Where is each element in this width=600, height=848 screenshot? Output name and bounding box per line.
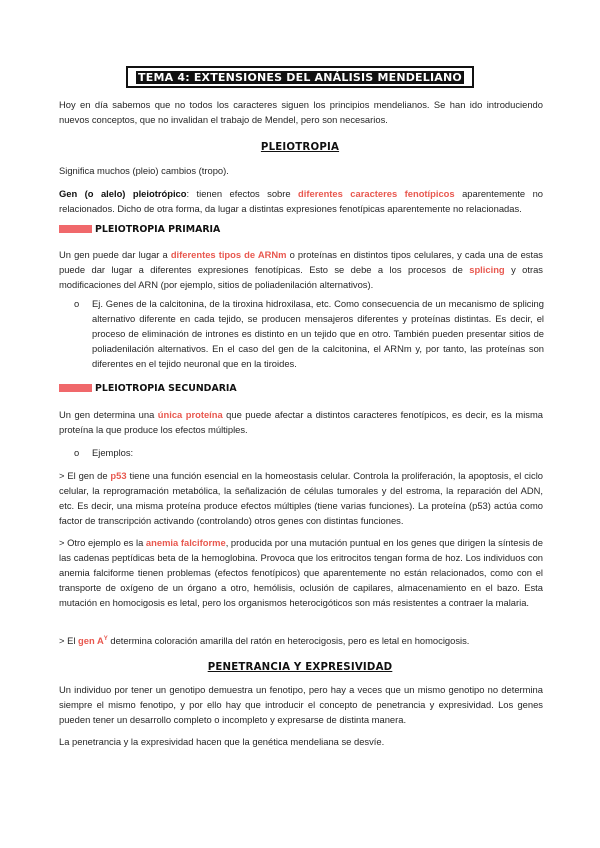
title-container [0,66,600,88]
bullet-marker: o [74,298,80,309]
section-heading-penetrancia [0,657,600,675]
subheading-secundaria-text: PLEIOTROPIA SECUNDARIA [95,382,237,394]
secundaria-text-1: Un gen determina una [59,409,158,420]
anemia-paragraph [59,535,543,610]
primaria-text-1: Un gen puede dar lugar a [59,249,171,260]
page-title-text: TEMA 4: EXTENSIONES DEL ANÁLISIS MENDELIANO [138,71,462,84]
gen-ay-paragraph [59,632,543,648]
pleiotropic-gene-paragraph [59,186,543,216]
subheading-marker [59,384,92,392]
primaria-highlight-splicing: splicing [469,264,505,275]
pleiotropic-gene-text-1: : tienen efectos sobre [186,188,299,199]
primaria-text-3: y otras modificaciones del ARN (por ejemplo, sitios de poliadenilación alternativos). [59,264,543,290]
primaria-paragraph [59,247,543,292]
primaria-bullet-text: Ej. Genes de la calcitonina, de la tiroxina hidroxilasa, etc. Como consecuencia de un mecanismo de splicing alternativo diferente en cada tejido, se producen mensajeros diferentes y proteínas distintas. Es decir, el proceso de eliminación de intrones es distinto en un tejido que en otro. También pueden presentar sitios de poliadenilación alternativos. En el caso del gen de la calcitonina, el ARNm y, por tanto, las proteínas son diferentes en el tejido neuronal que en la tiroides. [92,298,544,369]
gen-ay-superscript: Y [103,636,108,642]
secundaria-bullet [74,445,544,460]
section-heading-pleiotropia-text: PLEIOTROPIA [260,142,340,153]
section-heading-pleiotropia [0,137,600,155]
pleiotropic-gene-highlight: diferentes caracteres fenotípicos [298,188,455,199]
pleiotropic-gene-text-2: aparentemente no relacionados. Dicho de otra forma, da lugar a distintas expresiones fenotípicas aparentemente no relacionadas. [59,188,543,214]
bullet-marker: o [74,447,80,458]
secundaria-paragraph [59,407,543,437]
p53-text-2: tiene una función esencial en la homeostasis celular. Controla la proliferación, la apoptosis, el ciclo celular, la reprogramación metabólica, la señalización de células tumorales y del estroma, la reparación del ADN, etc. Es decir, una misma proteína produce efectos múltiples (tiene varias funciones). La proteína (p53) actúa como factor de transcripción activando (controlando) otros genes con distintas funciones. [59,470,543,526]
intro-paragraph: Hoy en día sabemos que no todos los caracteres siguen los principios mendelianos. Se han ido introduciendo nuevos conceptos, que no invalidan el trabajo de Mendel, pero son necesarios. [59,99,543,125]
secundaria-highlight-protein: única proteína [157,409,223,420]
secundaria-text-2: que puede afectar a distintos caracteres fenotípicos, es decir, es la misma proteína la que produce los efectos múltiples. [59,409,543,435]
secundaria-bullet-text: Ejemplos: [92,447,134,458]
anemia-text-1: > Otro ejemplo es la [59,537,146,548]
gen-ay-text-1: > El [59,635,79,647]
subheading-primaria [59,222,220,236]
pleiotropic-gene-term: Gen (o alelo) pleiotrópico [59,188,187,199]
section-heading-penetrancia-text: PENETRANCIA Y EXPRESIVIDAD [207,662,393,673]
subheading-primaria-text: PLEIOTROPIA PRIMARIA [95,223,221,235]
gen-ay-highlight: gen A [78,635,104,647]
p53-highlight: p53 [110,470,127,481]
p53-paragraph [59,468,543,528]
primaria-text-2: o proteínas en distintos tipos celulares, y cada una de estas puede dar lugar a diferentes expresiones fenotípicas. Esto se debe a los procesos de [59,249,543,275]
subheading-marker [59,225,92,233]
page-title [126,66,474,88]
penetrancia-paragraph-1: Un individuo por tener un genotipo demuestra un fenotipo, pero hay a veces que un mismo genotipo no determina siempre el mismo fenotipo, y por ello hay que introducir el concepto de penetrancia y expresividad. Los genes pueden tener un desarrollo completo o incompleto y expresarse de distinta manera. [59,684,543,725]
p53-text-1: > El gen de [59,470,111,481]
anemia-text-2: , producida por una mutación puntual en los genes que dirigen la síntesis de las cadenas peptídicas beta de la hemoglobina. Provoca que los eritrocitos tengan forma de hoz. Los individuos con anemia falciforme tienen problemas (efectos fenotípicos) que aparentemente no están relacionados, como con el transporte de oxígeno de un órgano a otro, hemólisis, oclusión de capilares, almacenamiento en el bazo. Esta mutación en homocigosis es letal, pero los organismos heterocigóticos son más resistentes a contraer la malaria. [59,537,543,608]
pleiotropia-definition: Significa muchos (pleio) cambios (tropo). [59,165,229,176]
anemia-highlight: anemia falciforme [145,537,226,548]
primaria-highlight-arnm: diferentes tipos de ARNm [170,249,287,260]
subheading-secundaria [59,381,237,395]
penetrancia-paragraph-2: La penetrancia y la expresividad hacen que la genética mendeliana se desvíe. [59,736,385,747]
gen-ay-text-2: determina coloración amarilla del ratón en heterocigosis, pero es letal en homocigosis. [107,635,470,647]
primaria-bullet [74,296,544,371]
